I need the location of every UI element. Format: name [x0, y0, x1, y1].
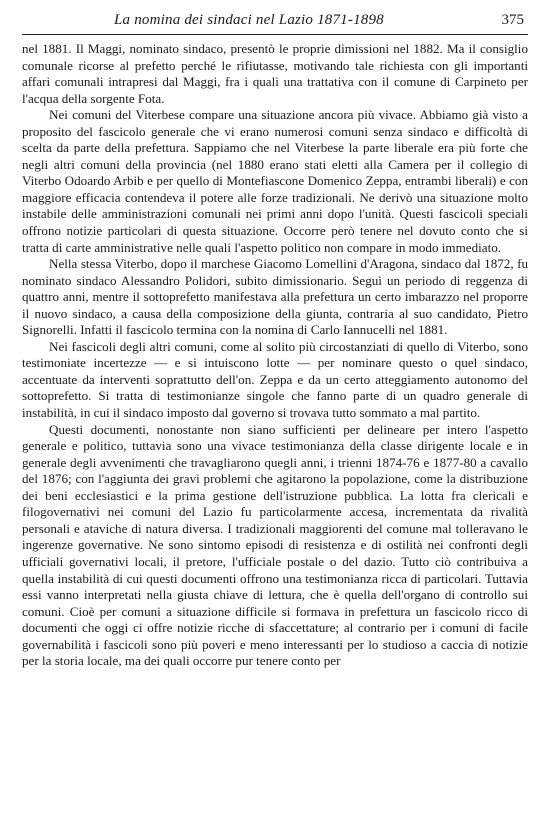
book-page	[22, 10, 528, 670]
paragraph-continued: nel 1881. Il Maggi, nominato sindaco, presentò le proprie dimissioni nel 1882. Ma il consiglio comunale ricorse al prefetto perché le rifiutasse, motivando tale richiesta con gli importanti affari comunali intrapresi dal Maggi, fra i quali una trattativa con il comune di Carpineto per l'acqua della sorgente Fota.	[22, 41, 528, 106]
body-text	[22, 41, 528, 670]
paragraph-viterbo: Nella stessa Viterbo, dopo il marchese Giacomo Lomellini d'Aragona, sindaco dal 1872, fu nominato sindaco Alessandro Polidori, subito dimissionario. Seguì un periodo di reggenza di quattro anni, mentre il sottoprefetto manifestava alla prefettura un certo imbarazzo nel proporre il nuovo sindaco, a causa della composizione della giunta, contraria al suo candidato, Pietro Signorelli. Infatti il fascicolo termina con la nomina di Carlo Iannucelli nel 1881.	[22, 256, 528, 338]
running-title: La nomina dei sindaci nel Lazio 1871-1898	[114, 12, 384, 28]
running-head	[22, 10, 528, 35]
paragraph-documenti: Questi documenti, nonostante non siano sufficienti per delineare per intero l'aspetto generale e politico, tuttavia sono una vivace testimonianza della classe dirigente locale e in generale degli avvenimenti che travagliarono quegli anni, i trienni 1874-76 e 1877-80 a cavallo del 1876; con l'aggiunta dei gravi problemi che agitarono la popolazione, come la distribuzione dei beni ecclesiastici e la prima gestione dell'istruzione pubblica. La lotta fra clericali e filogovernativi nei comuni del Lazio fu particolarmente accesa, incrementata da rivalità personali e ataviche di natura diversa. I tradizionali maggiorenti del comune mal tolleravano le ingerenze governative. Ne sono sintomo episodi di resistenza e di ostilità nei confronti degli ufficiali governativi locali, il pretore, l'ufficiale postale o del dazio. Tutto ciò contribuiva a quella instabilità di cui questi documenti offrono una testimonianza ricca di particolari. Tuttavia essi vanno interpretati nella giusta chiave di lettura, che è quella dell'organo di controllo sui comuni. Cioè per comuni a situazione difficile si formava in prefettura un fascicolo ricco di documenti che oggi ci offre notizie ricche di sfaccettature; al contrario per i comuni di facile governabilità i fascicoli sono più poveri e meno interessanti per lo studioso a caccia di notizie per la storia locale, ma dei quali occorre pur tenere conto per	[22, 421, 528, 669]
page-number: 375	[501, 12, 524, 28]
paragraph-viterbese: Nei comuni del Viterbese compare una situazione ancora più vivace. Abbiamo già visto a proposito del fascicolo generale che vi erano numerosi comuni senza sindaco e difficoltà di scelta da parte della prefettura. Sappiamo che nel Viterbese la parte liberale era più forte che negli altri comuni della provincia (nel 1880 erano stati eletti alla Camera per il collegio di Viterbo Odoardo Arbib e per quello di Montefiascone Domenico Zeppa, entrambi liberali) e con maggiore efficacia contendeva il potere alle forze tradizionali. Ne derivò una situazione molto instabile delle amministrazioni comunali nei primi anni dopo l'unità. Questi fascicoli speciali offrono notizie particolari di questa situazione. Occorre però tenere nel dovuto conto che si tratta di carte amministrative nelle quali l'aspetto politico non compare in modo immediato.	[22, 107, 528, 255]
paragraph-altri-comuni: Nei fascicoli degli altri comuni, come al solito più circostanziati di quello di Viterbo, sono testimoniate incertezze — e si intuiscono lotte — per nominare questo o quel sindaco, accentuate da interventi soprattutto dell'on. Zeppa e da un certo atteggiamento autonomo del sottoprefetto. Si tratta di testimonianze singole che fanno parte di un quadro generale di instabilità, in cui il sindaco imposto dal governo si trovava tutto sommato a mal partito.	[22, 338, 528, 421]
